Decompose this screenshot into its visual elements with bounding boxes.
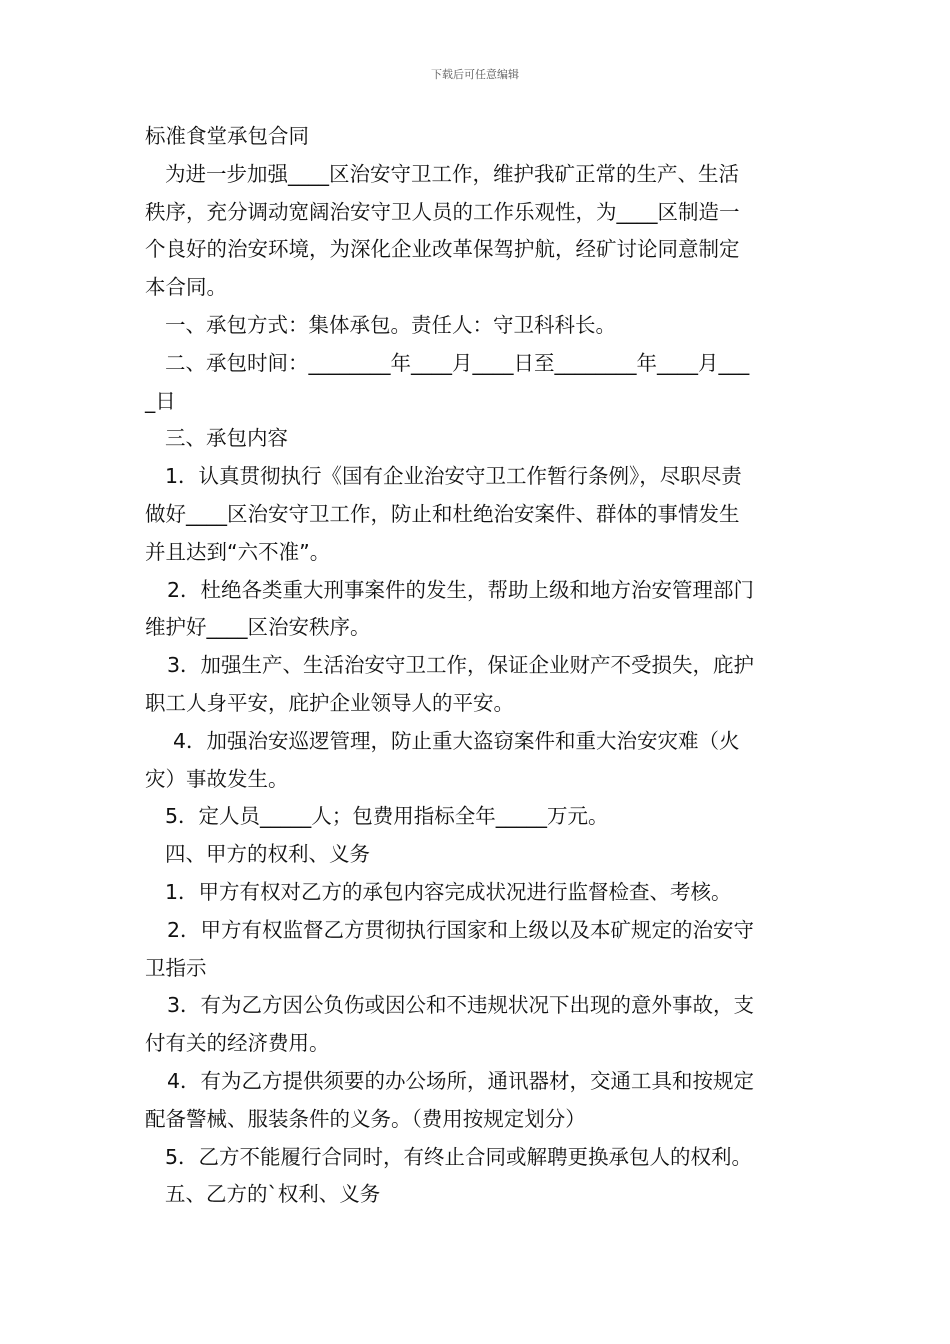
document-body bbox=[145, 118, 810, 1214]
text-line: 1．认真贯彻执行《国有企业治安守卫工作暂行条例》，尽职尽责 bbox=[165, 464, 742, 489]
text-line: 4．加强治安巡逻管理，防止重大盗窃案件和重大治安灾难（火 bbox=[173, 728, 740, 753]
text-line: 5．定人员_____人；包费用指标全年_____万元。 bbox=[165, 804, 609, 829]
text-line: 个良好的治安环境，为深化企业改革保驾护航，经矿讨论同意制定 bbox=[145, 237, 740, 262]
text-line: 3．加强生产、生活治安守卫工作，保证企业财产不受损失，庇护 bbox=[167, 653, 755, 678]
text-line: 2．甲方有权监督乙方贯彻执行国家和上级以及本矿规定的治安守 bbox=[167, 917, 755, 942]
text-line: 卫指示 bbox=[145, 955, 207, 980]
text-line: 并且达到“六不准”。 bbox=[145, 539, 331, 564]
text-line: 三、承包内容 bbox=[165, 426, 288, 451]
text-line: 二、承包时间：________年____月____日至________年____月___ bbox=[165, 350, 750, 375]
text-line: _日 bbox=[145, 388, 176, 413]
text-line: 为进一步加强____区治安守卫工作，维护我矿正常的生产、生活 bbox=[165, 161, 739, 186]
page-header: 下载后可任意编辑 bbox=[431, 68, 519, 81]
text-line: 3．有为乙方因公负伤或因公和不违规状况下出现的意外事故，支 bbox=[167, 993, 755, 1018]
text-line: 职工人身平安，庇护企业领导人的平安。 bbox=[145, 690, 514, 715]
text-line: 五、乙方的`权利、义务 bbox=[165, 1182, 381, 1207]
document-title: 标准食堂承包合同 bbox=[145, 124, 309, 148]
text-line: 4．有为乙方提供须要的办公场所，通讯器材，交通工具和按规定 bbox=[167, 1068, 755, 1093]
text-line: 灾）事故发生。 bbox=[145, 766, 289, 791]
text-line: 维护好____区治安秩序。 bbox=[145, 615, 371, 640]
text-line: 2．杜绝各类重大刑事案件的发生，帮助上级和地方治安管理部门 bbox=[167, 577, 755, 602]
text-line: 1．甲方有权对乙方的承包内容完成状况进行监督检查、考核。 bbox=[165, 879, 732, 904]
text-line: 本合同。 bbox=[145, 275, 227, 300]
text-line: 做好____区治安守卫工作，防止和杜绝治安案件、群体的事情发生 bbox=[145, 501, 740, 526]
text-line: 秩序，充分调动宽阔治安守卫人员的工作乐观性，为____区制造一 bbox=[145, 199, 740, 224]
text-line: 5．乙方不能履行合同时，有终止合同或解聘更换承包人的权利。 bbox=[165, 1144, 753, 1169]
text-line: 配备警械、服装条件的义务。（费用按规定划分） bbox=[145, 1106, 586, 1131]
text-line: 四、甲方的权利、义务 bbox=[165, 842, 370, 867]
text-line: 付有关的经济费用。 bbox=[145, 1031, 330, 1056]
text-line: 一、承包方式：集体承包。责任人：守卫科科长。 bbox=[165, 312, 616, 337]
